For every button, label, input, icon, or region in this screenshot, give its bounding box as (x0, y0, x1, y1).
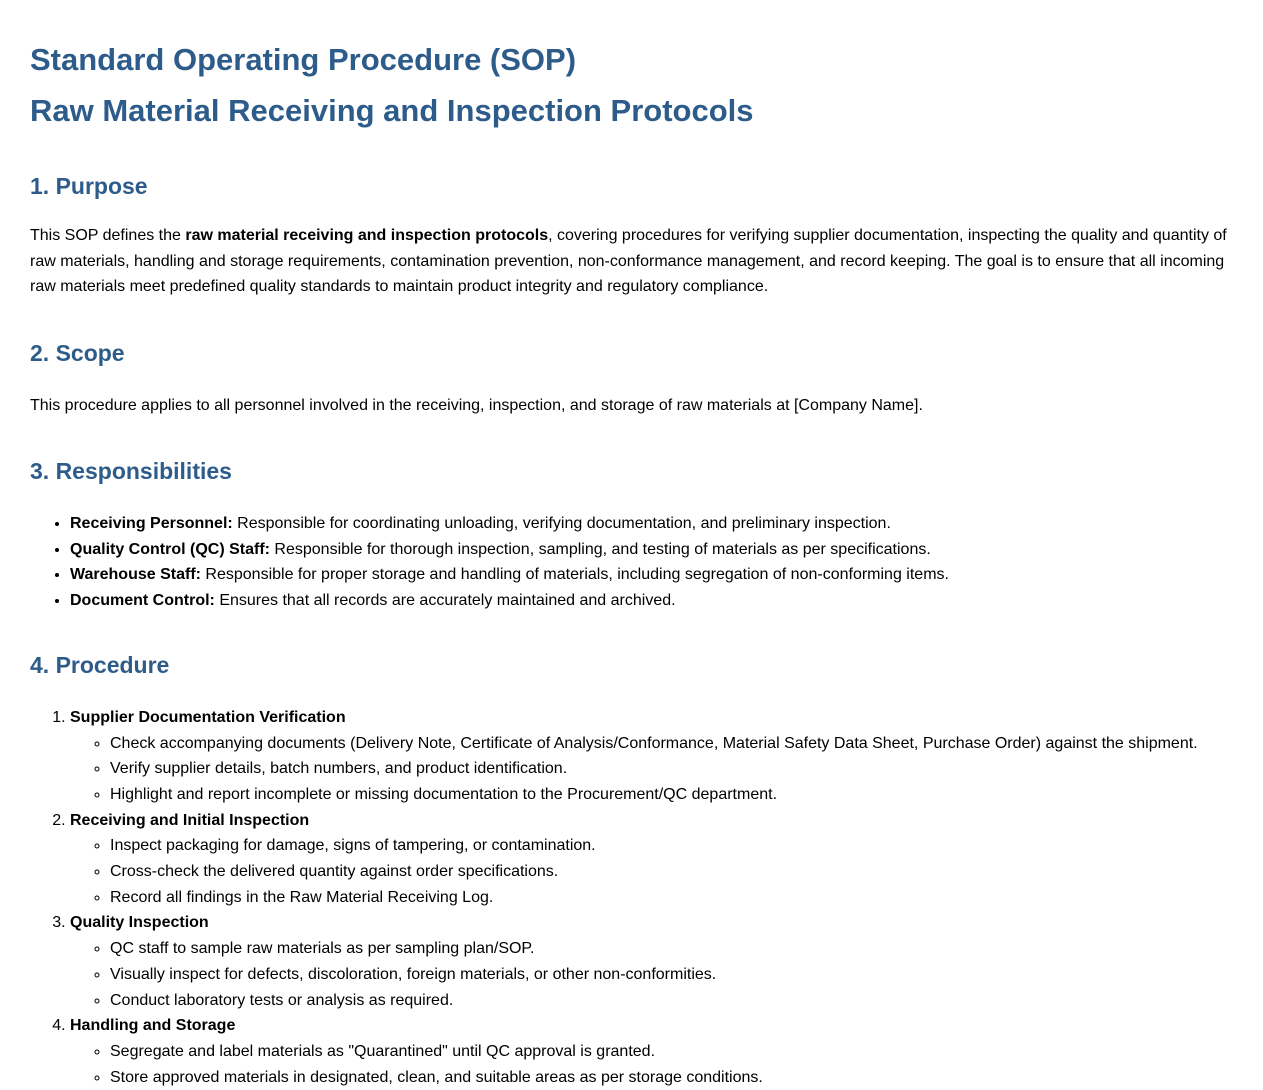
step-title: Receiving and Initial Inspection (70, 811, 310, 829)
purpose-paragraph (30, 223, 1233, 300)
procedure-step (70, 910, 1233, 1013)
role-label: Warehouse Staff: (70, 566, 201, 584)
purpose-text-before: This SOP defines the (30, 227, 186, 244)
responsibilities-heading: 3. Responsibilities (30, 458, 232, 484)
role-description: Responsible for coordinating unloading, verifying documentation, and preliminary inspection. (232, 515, 891, 532)
role-description: Responsible for thorough inspection, sampling, and testing of materials as per specifications. (269, 540, 931, 558)
step-substeps (70, 731, 1233, 808)
role-label: Receiving Personnel: (70, 515, 233, 532)
purpose-text-bold: raw material receiving and inspection protocols (185, 227, 549, 244)
title-line-1: Standard Operating Procedure (SOP) (30, 42, 577, 77)
purpose-heading: 1. Purpose (30, 173, 148, 199)
list-item: ◦ Highlight and report incomplete or missing documentation to the Procurement/QC department. (110, 782, 1233, 808)
procedure-list (30, 705, 1233, 1090)
list-item: ◦ Segregate and label materials as "Quarantined" until QC approval is granted. (110, 1039, 1233, 1065)
list-item (70, 511, 1233, 537)
list-item: ◦ Inspect packaging for damage, signs of tampering, or contamination. (110, 833, 1233, 859)
procedure-heading: 4. Procedure (30, 651, 170, 678)
step-substeps (70, 936, 1233, 1013)
list-item (70, 537, 1233, 563)
list-item: ◦ Visually inspect for defects, discoloration, foreign materials, or other non-conformities. (110, 962, 1233, 988)
procedure-step (70, 1013, 1233, 1090)
list-item: ◦ Conduct laboratory tests or analysis as required. (110, 988, 1233, 1014)
step-title: Quality Inspection (70, 914, 209, 932)
step-title: Handling and Storage (70, 1017, 236, 1035)
procedure-step (70, 808, 1233, 911)
role-label: Quality Control (QC) Staff: (70, 540, 270, 558)
list-item (70, 562, 1233, 588)
list-item: ◦ Record all findings in the Raw Material Receiving Log. (110, 885, 1233, 911)
list-item: ◦ QC staff to sample raw materials as per sampling plan/SOP. (110, 936, 1233, 962)
document-title (30, 34, 1233, 136)
step-substeps (70, 833, 1233, 910)
step-substeps (70, 1039, 1233, 1090)
scope-heading: 2. Scope (30, 339, 125, 366)
list-item: ◦ Verify supplier details, batch numbers, and product identification. (110, 756, 1233, 782)
procedure-step (70, 705, 1233, 808)
role-label: Document Control: (70, 592, 215, 610)
step-title: Supplier Documentation Verification (70, 708, 346, 726)
role-description: Ensures that all records are accurately maintained and archived. (214, 592, 676, 610)
list-item: ◦ Store approved materials in designated, clean, and suitable areas as per storage conditions. (110, 1065, 1233, 1090)
role-description: Responsible for proper storage and handling of materials, including segregation of non-conforming items. (200, 566, 949, 584)
title-line-2: Raw Material Receiving and Inspection Protocols (30, 93, 754, 128)
responsibilities-list (30, 511, 1233, 614)
list-item: ◦ Cross-check the delivered quantity against order specifications. (110, 859, 1233, 885)
list-item (70, 588, 1233, 614)
scope-paragraph: This procedure applies to all personnel involved in the receiving, inspection, and storage of raw materials at [Company Name]. (30, 396, 923, 414)
list-item: ◦ Check accompanying documents (Delivery Note, Certificate of Analysis/Conformance, Material Safety Data Sheet, Purchase Order) against the shipment. (110, 731, 1233, 757)
purpose-text-after: , covering procedures for verifying supplier documentation, inspecting the quality and quantity of raw materials, handling and storage requirements, contamination prevention, non-conformance management, and record keeping. The goal is to ensure that all incoming raw materials meet predefined quality standards to maintain product integrity and regulatory compliance. (30, 227, 1227, 295)
